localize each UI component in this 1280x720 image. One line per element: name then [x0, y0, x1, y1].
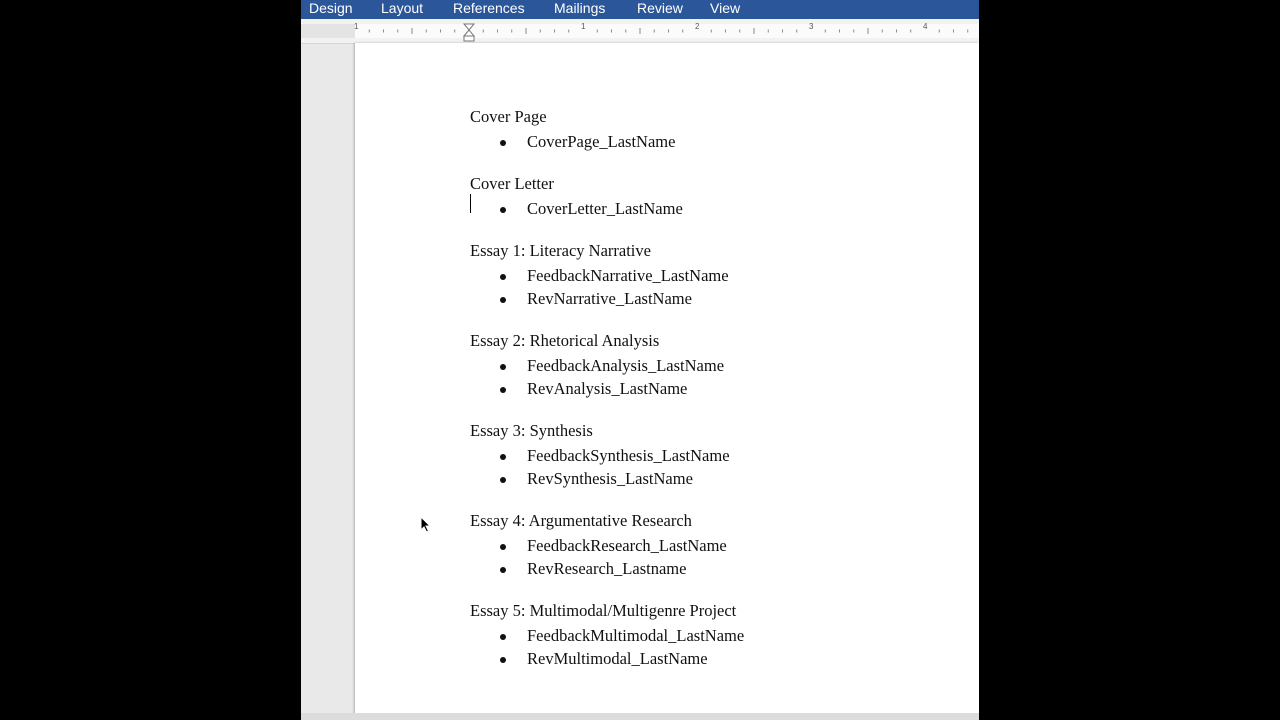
list-item[interactable]	[470, 130, 950, 153]
empty-line[interactable]	[470, 153, 950, 174]
ruler-number: 3	[809, 22, 814, 31]
list-item[interactable]	[470, 444, 950, 467]
bullet-icon	[500, 207, 506, 213]
tab-view[interactable]: View	[710, 0, 741, 16]
tab-review[interactable]: Review	[637, 0, 683, 16]
list-item-text: CoverLetter_LastName	[527, 199, 683, 218]
list-item-text: FeedbackResearch_LastName	[527, 536, 727, 555]
list-item-text: FeedbackSynthesis_LastName	[527, 446, 730, 465]
list-item[interactable]	[470, 647, 950, 670]
list-item[interactable]	[470, 467, 950, 490]
document-body[interactable]	[470, 107, 950, 670]
bullet-icon	[500, 454, 506, 460]
section-essay-2	[470, 331, 950, 400]
bullet-list	[470, 130, 950, 153]
list-item[interactable]	[470, 557, 950, 580]
bullet-icon	[500, 297, 506, 303]
bullet-list	[470, 534, 950, 580]
ruler-graphic	[301, 19, 979, 43]
bullet-list	[470, 264, 950, 310]
list-item[interactable]	[470, 264, 950, 287]
section-title[interactable]: Cover Letter	[470, 174, 554, 193]
text-caret	[470, 194, 471, 213]
bullet-icon	[500, 140, 506, 146]
section-essay-1	[470, 241, 950, 310]
list-item-text: RevResearch_Lastname	[527, 559, 687, 578]
bullet-icon	[500, 387, 506, 393]
bullet-list	[470, 354, 950, 400]
list-item[interactable]	[470, 624, 950, 647]
section-title[interactable]: Essay 4: Argumentative Research	[470, 511, 692, 530]
section-cover-letter	[470, 174, 950, 220]
tab-references[interactable]: References	[453, 0, 525, 16]
bullet-icon	[500, 364, 506, 370]
list-item-text: RevSynthesis_LastName	[527, 469, 693, 488]
bullet-icon	[500, 544, 506, 550]
section-title[interactable]: Essay 5: Multimodal/Multigenre Project	[470, 601, 737, 620]
tab-design[interactable]: Design	[309, 0, 353, 16]
word-window	[301, 0, 979, 720]
list-item[interactable]	[470, 377, 950, 400]
list-item[interactable]	[470, 534, 950, 557]
bullet-icon	[500, 657, 506, 663]
list-item-text: RevAnalysis_LastName	[527, 379, 688, 398]
ruler-number: 2	[695, 22, 700, 31]
ruler-number: 4	[923, 22, 928, 31]
document-page[interactable]	[355, 43, 979, 720]
status-bar-edge	[301, 713, 979, 720]
empty-line[interactable]	[470, 310, 950, 331]
section-cover-page	[470, 107, 950, 153]
section-title[interactable]: Cover Page	[470, 107, 547, 126]
list-item-text: RevMultimodal_LastName	[527, 649, 708, 668]
empty-line[interactable]	[470, 220, 950, 241]
bullet-list	[470, 624, 950, 670]
list-item-text: RevNarrative_LastName	[527, 289, 692, 308]
list-item-text: FeedbackNarrative_LastName	[527, 266, 729, 285]
section-title[interactable]: Essay 1: Literacy Narrative	[470, 241, 651, 260]
bullet-icon	[500, 567, 506, 573]
bullet-icon	[500, 477, 506, 483]
empty-line[interactable]	[470, 490, 950, 511]
section-essay-4	[470, 511, 950, 580]
section-essay-3	[470, 421, 950, 490]
empty-line[interactable]	[470, 400, 950, 421]
empty-line[interactable]	[470, 580, 950, 601]
list-item-text: FeedbackAnalysis_LastName	[527, 356, 725, 375]
bullet-icon	[500, 274, 506, 280]
horizontal-ruler[interactable]	[301, 19, 979, 44]
section-essay-5	[470, 601, 950, 670]
section-title[interactable]: Essay 3: Synthesis	[470, 421, 593, 440]
bullet-list	[470, 197, 950, 220]
list-item-text: FeedbackMultimodal_LastName	[527, 626, 745, 645]
list-item-text: CoverPage_LastName	[527, 132, 676, 151]
section-title[interactable]: Essay 2: Rhetorical Analysis	[470, 331, 660, 350]
bullet-list	[470, 444, 950, 490]
tab-layout[interactable]: Layout	[381, 0, 424, 16]
list-item[interactable]	[470, 354, 950, 377]
list-item[interactable]	[470, 197, 950, 220]
tab-mailings[interactable]: Mailings	[554, 0, 606, 16]
ribbon-tab-bar	[301, 0, 979, 19]
ruler-number: 1	[581, 22, 586, 31]
list-item[interactable]	[470, 287, 950, 310]
mouse-pointer-icon	[418, 515, 432, 535]
bullet-icon	[500, 634, 506, 640]
ruler-number: 1	[354, 22, 359, 31]
